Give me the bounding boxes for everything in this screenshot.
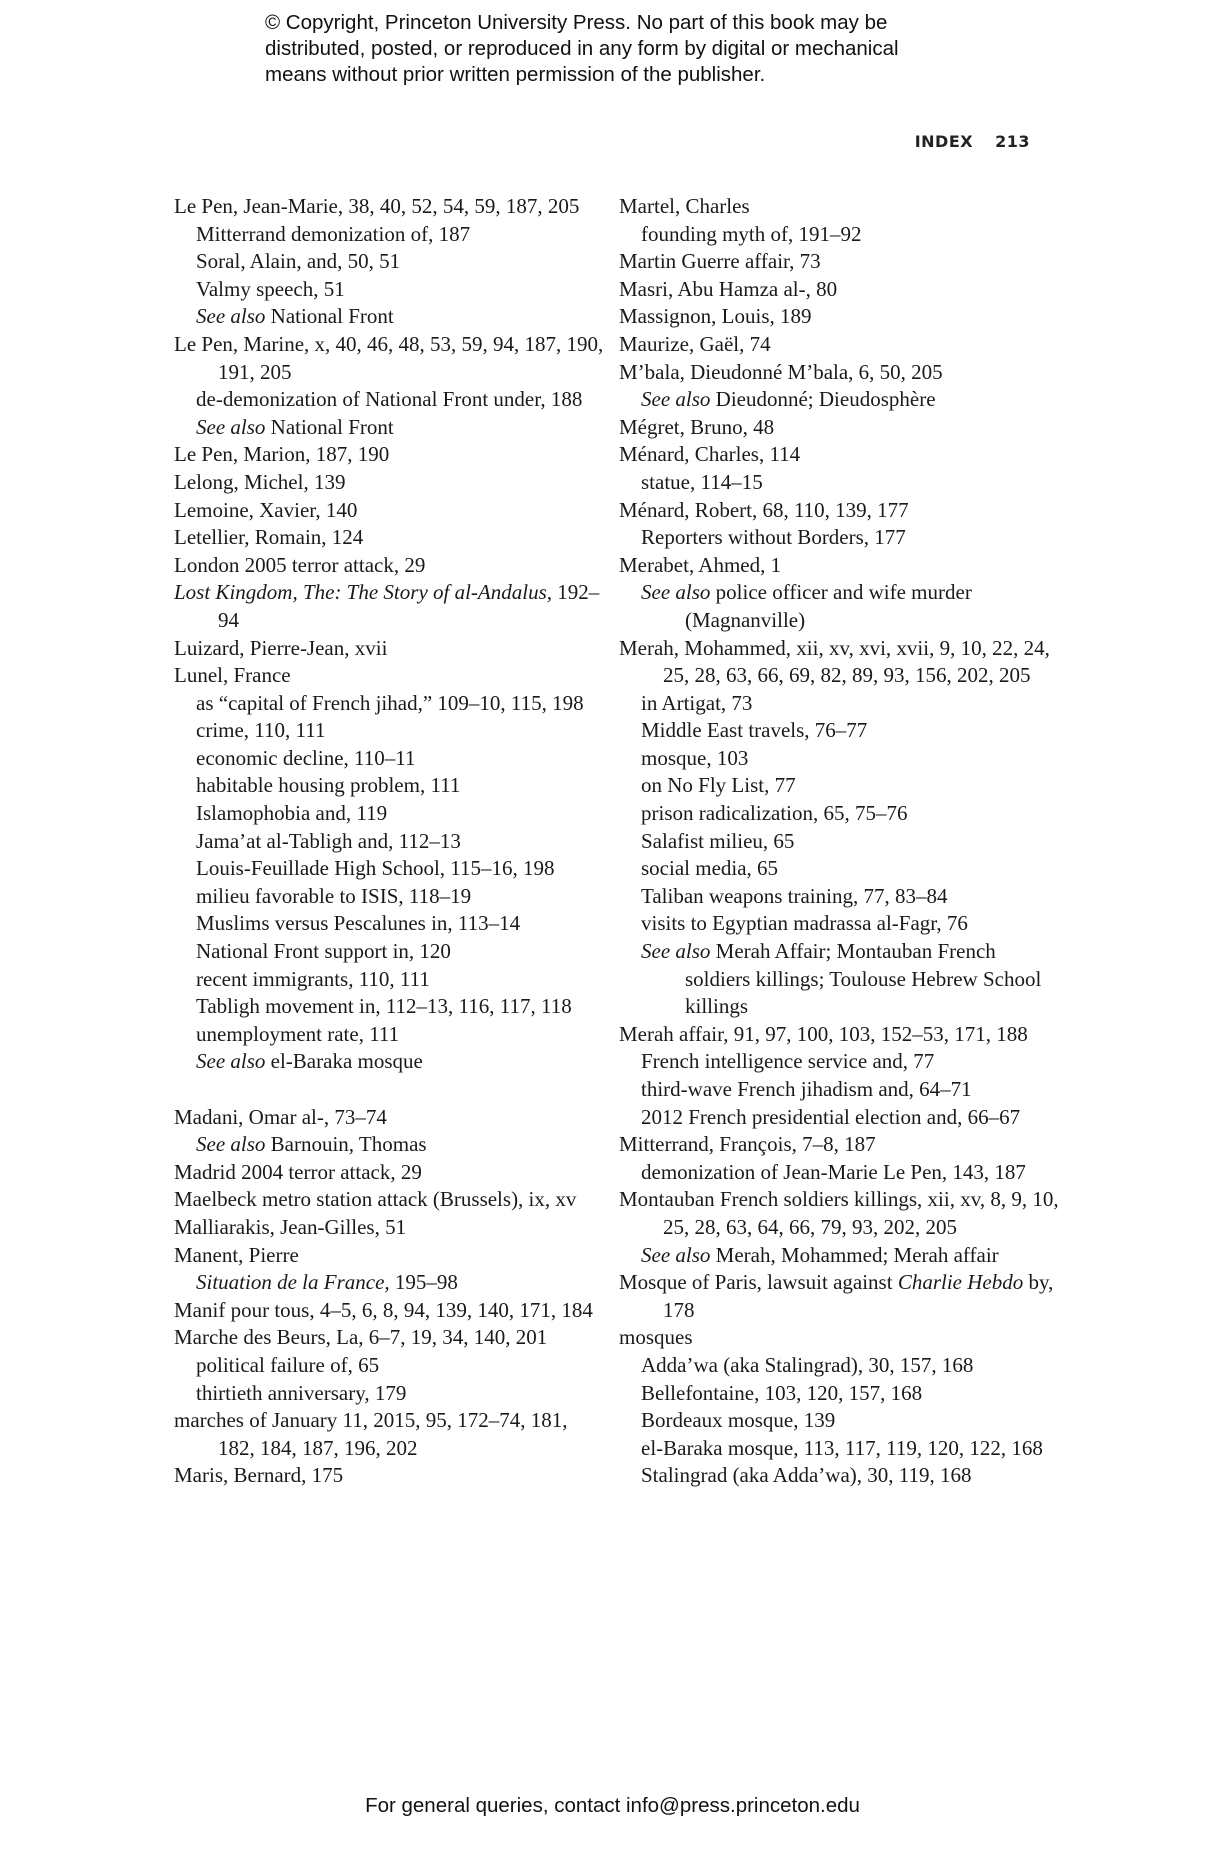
entry-text: de-demonization of National Front under, 188 [196, 387, 583, 412]
entry-text: as “capital of French jihad,” 109–10, 115, 198 [196, 690, 584, 715]
entry-text: Reporters without Borders, 177 [641, 525, 906, 550]
entry-text: 192–94 [218, 580, 600, 632]
entry-text: recent immigrants, 110, 111 [196, 966, 430, 991]
index-subentry [196, 855, 604, 883]
index-subentry [196, 800, 604, 828]
index-entry [619, 1269, 1059, 1324]
entry-text: National Front [265, 414, 394, 439]
index-subentry [196, 883, 604, 911]
entry-text: Mosque of Paris, lawsuit against [619, 1270, 898, 1295]
index-entry [174, 579, 604, 634]
entry-text: milieu favorable to ISIS, 118–19 [196, 883, 472, 908]
index-entry [174, 1407, 604, 1462]
entry-text: Salafist milieu, 65 [641, 828, 795, 853]
index-subentry [641, 1435, 1059, 1463]
index-subentry [641, 910, 1059, 938]
entry-text: Martin Guerre affair, 73 [619, 249, 821, 274]
entry-text: social media, 65 [641, 856, 779, 881]
index-subentry [196, 248, 604, 276]
entry-text: mosques [619, 1325, 693, 1350]
entry-text: Manif pour tous, 4–5, 6, 8, 94, 139, 140, 171, 184 [174, 1297, 593, 1322]
copyright-notice [265, 10, 1085, 88]
entry-italic: See also [641, 580, 711, 605]
entry-text: prison radicalization, 65, 75–76 [641, 801, 908, 826]
index-subentry [196, 1352, 604, 1380]
entry-text: unemployment rate, 111 [196, 1021, 400, 1046]
index-entry [619, 497, 1059, 525]
entry-text: third-wave French jihadism and, 64–71 [641, 1077, 972, 1101]
index-entry [174, 331, 604, 386]
index-entry [174, 662, 604, 690]
index-entry [174, 1104, 604, 1132]
entry-italic: Lost Kingdom, The: The Story of al-Andalus, [174, 580, 553, 605]
entry-italic: See also [641, 1242, 711, 1267]
index-subentry [641, 800, 1059, 828]
index-subentry [641, 579, 1059, 634]
entry-italic: See also [641, 939, 711, 964]
entry-text: Mégret, Bruno, 48 [619, 414, 775, 439]
entry-text: 195–98 [389, 1270, 458, 1295]
index-entry [619, 1324, 1059, 1352]
index-entry [174, 635, 604, 663]
index-subentry [196, 221, 604, 249]
entry-text: mosque, 103 [641, 745, 749, 770]
index-subentry [641, 1407, 1059, 1435]
index-subentry [196, 386, 604, 414]
index-entry [174, 1186, 604, 1214]
index-subentry [641, 855, 1059, 883]
index-subentry [641, 828, 1059, 856]
entry-text: Merabet, Ahmed, 1 [619, 552, 782, 577]
index-subentry [196, 828, 604, 856]
entry-text: Dieudonné; Dieudosphère [710, 387, 936, 412]
index-entry [619, 193, 1059, 221]
running-head-label: INDEX [914, 132, 974, 151]
entry-text: Bordeaux mosque, 139 [641, 1408, 836, 1433]
entry-text: el-Baraka mosque, 113, 117, 119, 120, 122, 168 [641, 1435, 1043, 1460]
entry-text: political failure of, 65 [196, 1352, 380, 1377]
index-entry [174, 1462, 604, 1490]
entry-text: thirtieth anniversary, 179 [196, 1380, 407, 1405]
index-entry [174, 1242, 604, 1270]
entry-text: Middle East travels, 76–77 [641, 718, 868, 743]
index-subentry [196, 966, 604, 994]
entry-italic: See also [196, 1132, 266, 1157]
index-subentry [641, 1159, 1059, 1187]
index-subentry [196, 303, 604, 331]
entry-italic: Situation de la France, [196, 1270, 390, 1295]
entry-text: Merah Affair; Montauban French soldiers killings; Toulouse Hebrew School killings [685, 939, 1042, 1019]
index-subentry [196, 1380, 604, 1408]
index-subentry [641, 386, 1059, 414]
index-entry [619, 303, 1059, 331]
entry-text: statue, 114–15 [641, 469, 763, 494]
entry-text: Madrid 2004 terror attack, 29 [174, 1159, 422, 1184]
index-entry [619, 635, 1059, 690]
entry-text: Merah, Mohammed; Merah affair [710, 1242, 999, 1267]
entry-italic: See also [196, 304, 266, 329]
index-entry [619, 276, 1059, 304]
entry-italic: See also [196, 414, 266, 439]
entry-text: in Artigat, 73 [641, 690, 753, 715]
entry-text: Lelong, Michel, 139 [174, 469, 346, 494]
entry-text: on No Fly List, 77 [641, 773, 796, 798]
entry-text: marches of January 11, 2015, 95, 172–74, 181, 182, 184, 187, 196, 202 [174, 1408, 568, 1460]
entry-text: Adda’wa (aka Stalingrad), 30, 157, 168 [641, 1352, 974, 1377]
index-subentry [641, 1242, 1059, 1270]
entry-text: Merah affair, 91, 97, 100, 103, 152–53, 171, 188 [619, 1021, 1028, 1046]
entry-text: Jama’at al-Tabligh and, 112–13 [196, 828, 461, 853]
index-entry [174, 193, 604, 221]
index-entry [619, 359, 1059, 387]
index-entry [174, 1324, 604, 1352]
index-subentry [196, 745, 604, 773]
entry-text: crime, 110, 111 [196, 718, 326, 743]
entry-text: Le Pen, Marine, x, 40, 46, 48, 53, 59, 94, 187, 190, 191, 205 [174, 331, 604, 384]
entry-text: Mitterrand demonization of, 187 [196, 221, 471, 246]
index-subentry [641, 883, 1059, 911]
index-subentry [196, 772, 604, 800]
entry-text: Taliban weapons training, 77, 83–84 [641, 883, 948, 908]
entry-text: Montauban French soldiers killings, xii, xv, 8, 9, 10, 25, 28, 63, 64, 66, 79, 93, 202, 205 [619, 1187, 1059, 1239]
entry-text: Letellier, Romain, 124 [174, 525, 364, 550]
entry-text: Luizard, Pierre-Jean, xvii [174, 635, 388, 660]
index-entry [619, 414, 1059, 442]
entry-text: visits to Egyptian madrassa al-Fagr, 76 [641, 911, 968, 936]
entry-text: French intelligence service and, 77 [641, 1049, 935, 1074]
index-subentry [196, 938, 604, 966]
entry-text: Martel, Charles [619, 194, 750, 218]
index-entry [619, 331, 1059, 359]
entry-text: Mitterrand, François, 7–8, 187 [619, 1132, 876, 1157]
index-column-right [619, 193, 1059, 1490]
index-subentry [196, 1269, 604, 1297]
entry-text: Massignon, Louis, 189 [619, 304, 812, 329]
index-subentry [641, 1462, 1059, 1490]
index-subentry [641, 1076, 1059, 1104]
index-subentry [196, 1048, 604, 1076]
entry-italic: Charlie Hebdo [897, 1270, 1024, 1295]
entry-text: Marche des Beurs, La, 6–7, 19, 34, 140, 201 [174, 1325, 548, 1350]
entry-text: el-Baraka mosque [265, 1049, 423, 1074]
index-entry [619, 1186, 1059, 1241]
index-entry [174, 497, 604, 525]
entry-text: Merah, Mohammed, xii, xv, xvi, xvii, 9, 10, 22, 24, 25, 28, 63, 66, 69, 82, 89, 93, 156, 202, 205 [619, 635, 1050, 688]
entry-text: demonization of Jean-Marie Le Pen, 143, 187 [641, 1159, 1026, 1184]
entry-text: Masri, Abu Hamza al-, 80 [619, 276, 838, 301]
entry-text: Muslims versus Pescalunes in, 113–14 [196, 911, 521, 936]
index-column-left [174, 193, 604, 1490]
index-entry [174, 469, 604, 497]
entry-text: Louis-Feuillade High School, 115–16, 198 [196, 856, 555, 881]
entry-text: Maurize, Gaël, 74 [619, 331, 771, 356]
index-subentry [641, 1104, 1059, 1132]
index-subentry [641, 469, 1059, 497]
index-subentry [196, 690, 604, 718]
entry-text: Ménard, Charles, 114 [619, 442, 801, 467]
index-subentry [641, 524, 1059, 552]
index-subentry [196, 276, 604, 304]
index-entry [174, 1159, 604, 1187]
index-entry [174, 441, 604, 469]
entry-text: founding myth of, 191–92 [641, 221, 862, 246]
index-entry [619, 248, 1059, 276]
index-subentry [641, 938, 1059, 1021]
entry-text: Le Pen, Jean-Marie, 38, 40, 52, 54, 59, 187, 205 [174, 194, 580, 218]
index-subentry [196, 1131, 604, 1159]
entry-text: Islamophobia and, 119 [196, 801, 388, 826]
entry-text: Valmy speech, 51 [196, 276, 345, 301]
index-entry [619, 1131, 1059, 1159]
entry-text: Malliarakis, Jean-Gilles, 51 [174, 1214, 407, 1239]
index-subentry [641, 745, 1059, 773]
entry-text: Maelbeck metro station attack (Brussels), ix, xv [174, 1187, 577, 1212]
entry-text: 2012 French presidential election and, 66–67 [641, 1104, 1021, 1129]
index-entry [174, 552, 604, 580]
entry-text: Stalingrad (aka Adda’wa), 30, 119, 168 [641, 1463, 972, 1488]
copyright-line: means without prior written permission of the publisher. [265, 63, 766, 86]
entry-text: Lemoine, Xavier, 140 [174, 497, 358, 522]
entry-text: Tabligh movement in, 112–13, 116, 117, 118 [196, 994, 572, 1019]
copyright-line: © Copyright, Princeton University Press. No part of this book may be [265, 11, 888, 34]
index-subentry [641, 1352, 1059, 1380]
index-subentry [196, 717, 604, 745]
entry-text: Ménard, Robert, 68, 110, 139, 177 [619, 497, 909, 522]
entry-text: Le Pen, Marion, 187, 190 [174, 442, 390, 467]
index-subentry [196, 910, 604, 938]
entry-text: Lunel, France [174, 663, 291, 688]
index-subentry [641, 772, 1059, 800]
index-subentry [641, 1380, 1059, 1408]
entry-text: by, 178 [663, 1270, 1054, 1322]
entry-text: London 2005 terror attack, 29 [174, 552, 426, 577]
entry-text: National Front support in, 120 [196, 939, 451, 964]
index-entry [619, 1021, 1059, 1049]
entry-text: Soral, Alain, and, 50, 51 [196, 249, 401, 274]
index-entry [174, 1297, 604, 1325]
entry-text: Barnouin, Thomas [265, 1132, 427, 1157]
copyright-line: distributed, posted, or reproduced in any form by digital or mechanical [265, 37, 899, 60]
index-subentry [196, 1021, 604, 1049]
entry-text: Bellefontaine, 103, 120, 157, 168 [641, 1380, 923, 1405]
entry-text: M’bala, Dieudonné M’bala, 6, 50, 205 [619, 359, 943, 384]
entry-italic: See also [196, 1049, 266, 1074]
running-head [915, 132, 1030, 151]
entry-text: Maris, Bernard, 175 [174, 1463, 344, 1488]
entry-text: Manent, Pierre [174, 1242, 299, 1267]
entry-text: police officer and wife murder (Magnanville) [685, 580, 972, 632]
index-subentry [641, 717, 1059, 745]
entry-text: National Front [265, 304, 394, 329]
entry-text: economic decline, 110–11 [196, 745, 416, 770]
index-entry [619, 552, 1059, 580]
page-number: 213 [995, 132, 1030, 151]
entry-italic: See also [641, 387, 711, 412]
index-entry [174, 524, 604, 552]
index-subentry [641, 221, 1059, 249]
index-subentry [196, 993, 604, 1021]
index-subentry [196, 414, 604, 442]
index-subentry [641, 1048, 1059, 1076]
footer-contact: For general queries, contact info@press.princeton.edu [365, 1794, 860, 1817]
entry-text: habitable housing problem, 111 [196, 773, 461, 798]
index-subentry [641, 690, 1059, 718]
index-entry [174, 1214, 604, 1242]
index-entry [619, 441, 1059, 469]
entry-text: Madani, Omar al-, 73–74 [174, 1104, 387, 1129]
